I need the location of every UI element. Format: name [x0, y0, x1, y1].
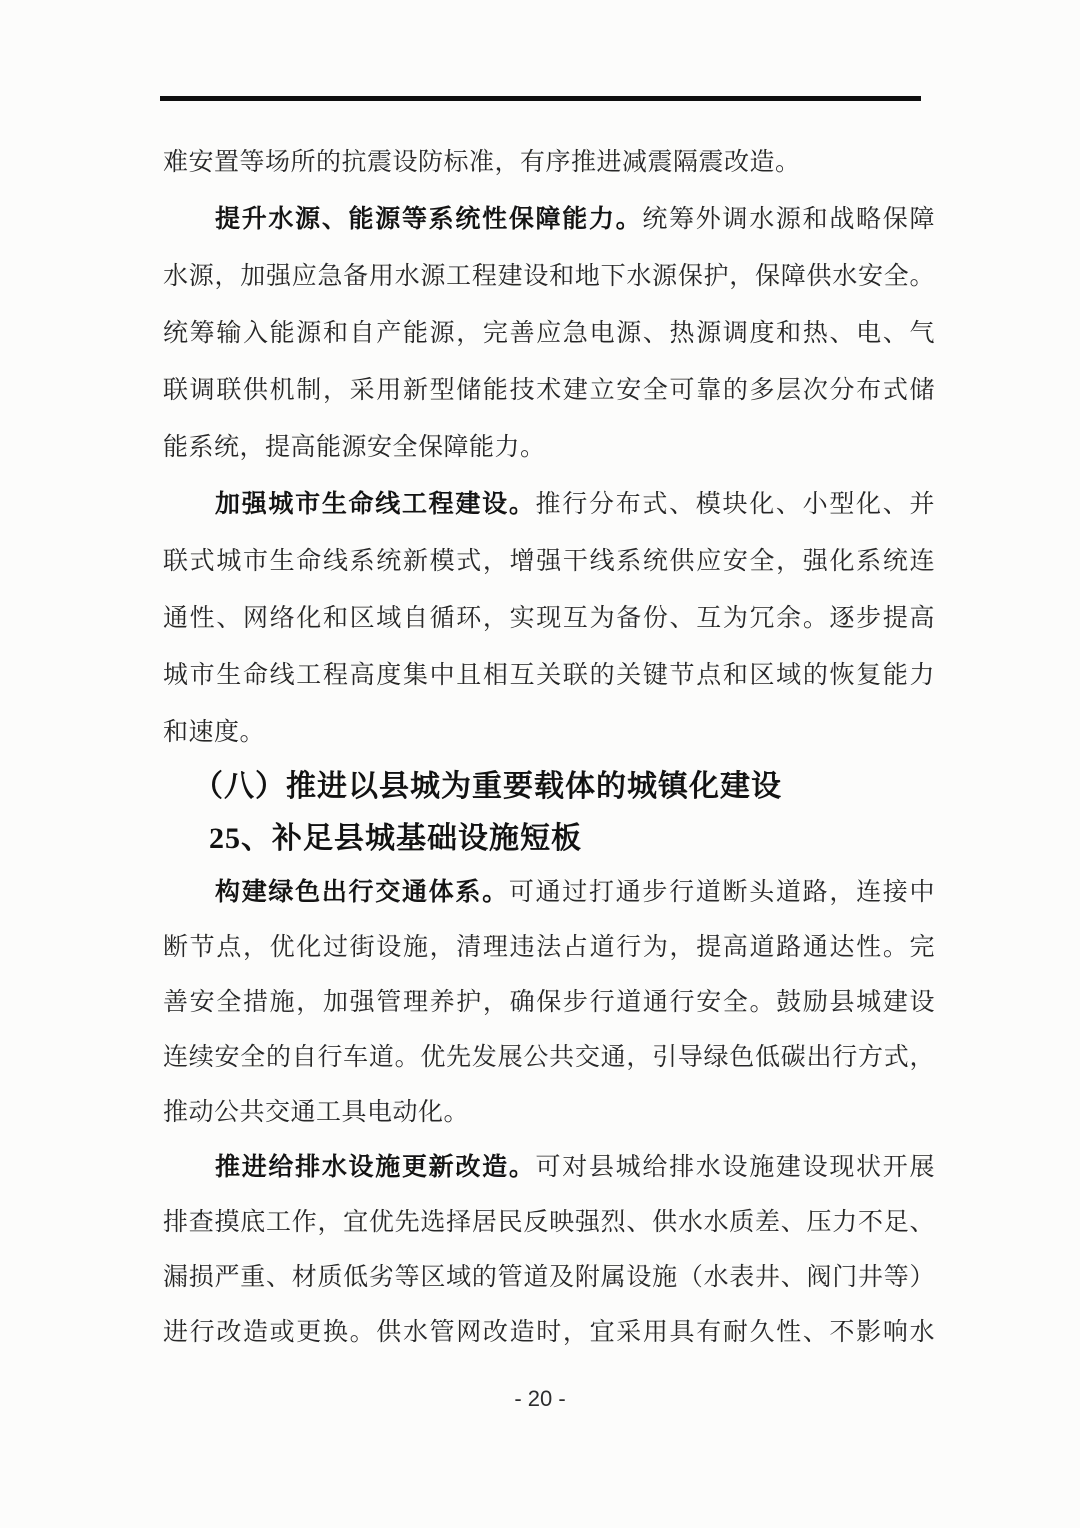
text-line: 联调联供机制，采用新型储能技术建立安全可靠的多层次分布式储: [163, 377, 935, 404]
text-line: 联式城市生命线系统新模式，增强干线系统供应安全，强化系统连: [163, 548, 935, 575]
heading-section-8: （八）推进以县城为重要载体的城镇化建设: [193, 770, 782, 803]
bold-lead-sentence: 构建绿色出行交通体系。: [215, 879, 509, 906]
bold-lead-sentence: 加强城市生命线工程建设。: [215, 491, 536, 518]
text-line: 难安置等场所的抗震设防标准，有序推进减震隔震改造。: [163, 149, 801, 176]
text-line: 统筹输入能源和自产能源，完善应急电源、热源调度和热、电、气: [163, 320, 935, 347]
text-line: 连续安全的自行车道。优先发展公共交通，引导绿色低碳出行方式，: [163, 1044, 935, 1071]
text-line: 漏损严重、材质低劣等区域的管道及附属设施（水表井、阀门井等）: [163, 1264, 935, 1291]
text-line: 推进给排水设施更新改造。可对县城给排水设施建设现状开展: [215, 1154, 935, 1181]
text-line: 推动公共交通工具电动化。: [163, 1099, 470, 1126]
text-line: 提升水源、能源等系统性保障能力。统筹外调水源和战略保障: [215, 206, 935, 233]
text-line: 排查摸底工作，宜优先选择居民反映强烈、供水水质差、压力不足、: [163, 1209, 935, 1236]
text-line: 水源，加强应急备用水源工程建设和地下水源保护，保障供水安全。: [163, 263, 935, 290]
text-line: 断节点，优化过街设施，清理违法占道行为，提高道路通达性。完: [163, 934, 935, 961]
header-rule-divider: [160, 96, 921, 101]
page-number: - 20 -: [514, 1386, 566, 1411]
text-line: 进行改造或更换。供水管网改造时，宜采用具有耐久性、不影响水: [163, 1319, 935, 1346]
text-line: 城市生命线工程高度集中且相互关联的关键节点和区域的恢复能力: [163, 662, 935, 689]
document-body: [163, 134, 935, 1360]
heading-item-25: 25、补足县城基础设施短板: [209, 822, 582, 855]
bold-lead-sentence: 推进给排水设施更新改造。: [215, 1154, 536, 1181]
text-line: 构建绿色出行交通体系。可通过打通步行道断头道路，连接中: [215, 879, 935, 906]
text-line: 善安全措施，加强管理养护，确保步行道通行安全。鼓励县城建设: [163, 989, 935, 1016]
text-line: 加强城市生命线工程建设。推行分布式、模块化、小型化、并: [215, 491, 935, 518]
bold-lead-sentence: 提升水源、能源等系统性保障能力。: [215, 206, 643, 233]
text-line: 能系统，提高能源安全保障能力。: [163, 434, 546, 461]
text-line: 和速度。: [163, 719, 266, 746]
text-line: 通性、网络化和区域自循环，实现互为备份、互为冗余。逐步提高: [163, 605, 935, 632]
